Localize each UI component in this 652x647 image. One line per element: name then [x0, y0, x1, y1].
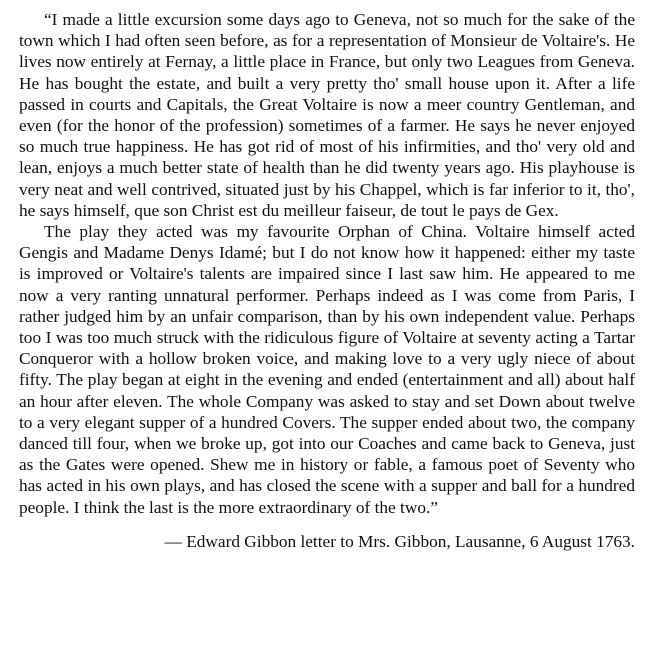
quote-paragraph-1: “I made a little excursion some days ago to Geneva, not so much for the sake of the town which I had often seen before, as for a representation of Monsieur de Voltaire's. He lives now entirely at Fernay, a little place in France, but only two Leagues from Geneva. He has bought the estate, and built a very pretty tho' small house upon it. After a life passed in courts and Capitals, the Great Voltaire is now a meer country Gentleman, and even (for the honor of the profession) sometimes of a farmer. He says he never enjoyed so much true happiness. He has got rid of most of his infirmities, and tho' very old and lean, enjoys a much better state of health than he did twenty years ago. His playhouse is very neat and well contrived, situated just by his Chappel, which is far inferior to it, tho', he says himself, que son Christ est du meilleur faiseur, de tout le pays de Gex. [19, 10, 635, 220]
quote-paragraph-2: The play they acted was my favourite Orphan of China. Voltaire himself acted Gengis and Madame Denys Idamé; but I do not know how it happened: either my taste is improved or Voltaire's talents are impaired since I last saw him. He appeared to me now a very ranting unnatural performer. Perhaps indeed as I was come from Paris, I rather judged him by an unfair comparison, than by his own independent value. Perhaps too I was too much struck with the ridiculous figure of Voltaire at seventy acting a Tartar Conqueror with a hollow broken voice, and making love to a very ugly niece of about fifty. The play began at eight in the evening and ended (entertainment and all) about half an hour after eleven. The whole Company was asked to stay and set Down about twelve to a very elegant supper of a hundred Covers. The supper ended about two, the company danced till four, when we broke up, got into our Coaches and came back to Geneva, just as the Gates were opened. Shew me in history or fable, a famous poet of Seventy who has acted in his own plays, and has closed the scene with a supper and ball for a hundred people. I think the last is the more extraordinary of the two.” [19, 222, 635, 517]
attribution: — Edward Gibbon letter to Mrs. Gibbon, Lausanne, 6 August 1763. [164, 531, 635, 551]
quote-block [19, 9, 635, 552]
